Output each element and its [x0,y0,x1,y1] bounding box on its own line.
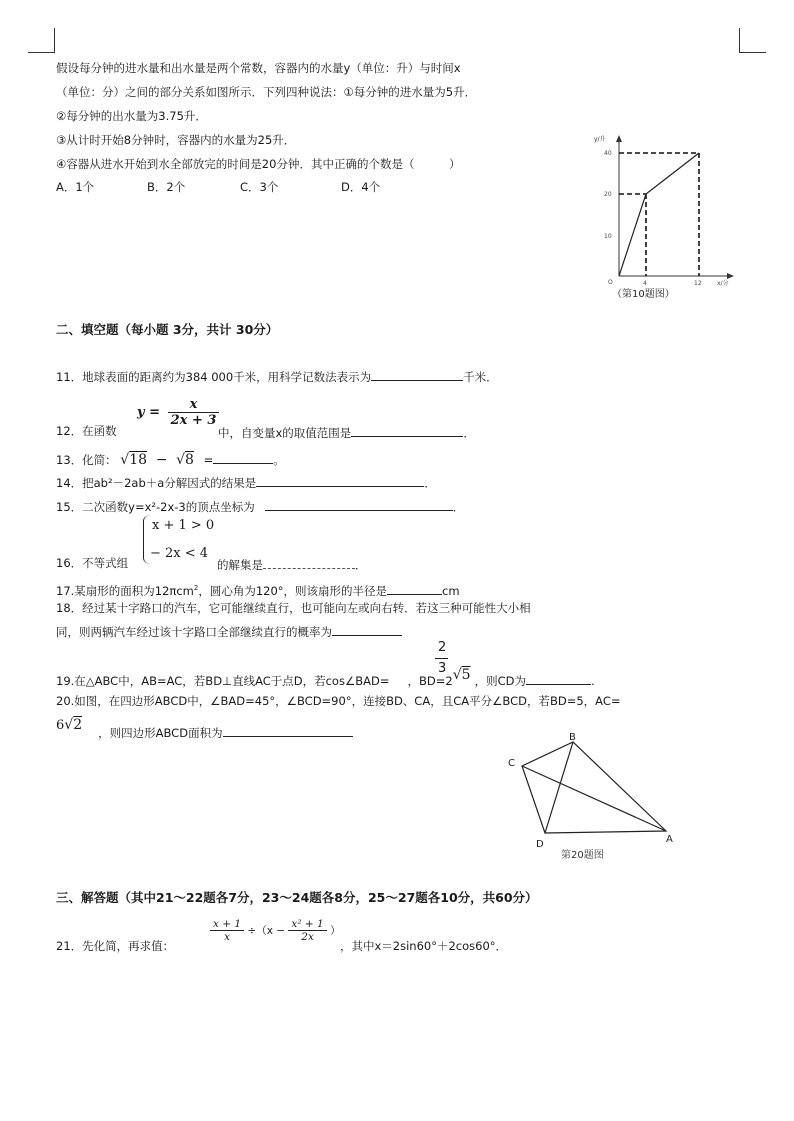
q20-coef: 6 [56,718,65,733]
q19-pre: 19.在△ABC中，AB=AC，若BD⊥直线AC于点D，若cos∠BAD= [56,674,390,688]
q19-post: ，则CD为 [474,674,526,688]
q21-frac2-den: 2x [301,931,314,943]
q21-frac2-num: x² + 1 [288,918,326,931]
q10-option-b: B．2个 [147,180,186,194]
crop-mark-left-vertical [54,28,55,52]
q18-line2: 同，则两辆汽车经过该十字路口全部继续直行的概率为 [56,623,402,639]
q10-line5: ④容器从进水开始到水全部放完的时间是20分钟．其中正确的个数是（ ） [56,157,461,171]
q10-graph-caption: （第10题图） [612,289,675,300]
q10-graph-y-tick-40: 40 [604,150,612,157]
q10-graph-y-tick-10: 10 [604,233,612,240]
q19-radical: √5 [452,667,471,683]
q17-mid: ，圆心角为120°，则该扇形的半径是 [198,583,388,598]
q21-div: ÷（x − [247,925,286,937]
q20-label-c: C [508,758,515,769]
q17-sup: 2 [193,584,199,592]
q20-figure [500,730,680,865]
q18-answer-blank[interactable] [332,623,402,636]
q19-mid: ，BD=2 [407,674,453,688]
q12-frac-den: 2x + 3 [170,413,217,428]
q10-option-d: D．4个 [341,180,381,194]
q12-y-label: y = [137,405,160,420]
q13-pre: 13．化简： [56,453,117,467]
q20-label-b: B [569,732,576,743]
q15: 15．二次函数y=x²-2x-3的顶点坐标为 ． [56,500,465,514]
q21-pre: 21．先化简，再求值： [56,939,175,953]
q20-post: ，则四边形ABCD面积为 [98,726,223,740]
q11-tail: 千米． [463,370,498,384]
q16-ineq1: x + 1 > 0 [152,518,215,533]
q14-text: 14．把ab²－2ab＋a分解因式的结果是 [56,476,257,490]
q14: 14．把ab²－2ab＋a分解因式的结果是 ． [56,476,436,490]
q12-post: 中，自变量x的取值范围是 [218,426,352,440]
crop-mark-right-horizontal [739,52,766,53]
q10-line4: ③从计时开始8分钟时，容器内的水量为25升． [56,133,296,147]
q16-ineq2: − 2x < 4 [150,546,209,561]
q21-frac1-num: x + 1 [210,918,244,931]
q18-line1: 18．经过某十字路口的汽车，它可能继续直行，也可能向左或向右转．若这三种可能性大小相 [56,601,531,615]
q12-frac-num: x [168,397,220,413]
q16-post-line: 的解集是 ． [217,558,367,572]
q16-post: 的解集是 [217,558,263,572]
q11-text: 11．地球表面的距离约为384 000千米，用科学记数法表示为 [56,370,372,384]
q13-post: 。 [273,453,285,467]
q19: 19.在△ABC中，AB=AC，若BD⊥直线AC于点D，若cos∠BAD= ，BD=2√5 ，则CD为 . [56,667,595,688]
q13-minus: − [155,452,168,468]
q13-radical-18: √18 [120,452,148,468]
q21-frac2 [288,918,326,943]
q21-expression [210,918,341,943]
q20-label-d: D [536,839,544,850]
q10-line3: ②每分钟的出水量为3.75升． [56,109,207,123]
q21-frac1-den: x [224,931,230,943]
q10-option-c: C．3个 [240,180,279,194]
q13-answer-blank[interactable] [213,451,273,464]
q12-answer-blank[interactable] [351,424,463,437]
q11 [56,368,498,384]
q17-answer-blank[interactable] [387,582,442,595]
q20-radical: √2 [64,717,83,733]
q13 [56,451,285,467]
q12-pre: 12．在函数 [56,424,117,438]
q16-answer-blank[interactable] [263,556,355,569]
q11-answer-blank[interactable] [371,368,463,381]
q10-line2: （单位：分）之间的部分关系如图所示．下列四种说法：①每分钟的进水量为5升． [56,85,477,99]
q10-graph-y-tick-20: 20 [604,191,612,198]
q10-graph-x-tick-12: 12 [694,280,702,287]
q12-frac [168,397,220,428]
q20-label-a: A [666,834,673,845]
q10-graph-x-label: x/分 [717,280,729,287]
q13-equals: = [203,453,214,467]
q16-pre: 16．不等式组 [56,556,129,570]
crop-mark-right-vertical [739,28,740,52]
q21-post: ，其中x＝2sin60°＋2cos60°． [340,939,508,953]
q17-unit: cm [442,583,460,598]
section3-header: 三、解答题（其中21～22题各7分，23～24题各8分，25～27题各10分，共60分） [56,890,538,905]
q12-fraction [137,397,219,428]
q10-option-a: A．1个 [56,180,95,194]
q12-post-line: 中，自变量x的取值范围是 ． [218,426,475,440]
q21-close: ） [330,925,341,937]
q20-line1: 20.如图，在四边形ABCD中，∠BAD=45°，∠BCD=90°，连接BD、CA，且CA平分∠BCD，若BD=5，AC= [56,694,621,708]
q17 [56,581,460,598]
q10-graph-x-tick-4: 4 [643,280,647,287]
q10-graph-y-label: y/升 [594,136,606,143]
crop-mark-left-horizontal [28,52,55,53]
q20-answer-blank[interactable] [223,724,353,737]
q19-frac-bar [435,658,448,659]
q19-answer-blank[interactable] [526,672,591,685]
q10-graph [590,130,740,305]
q21-frac1 [210,918,244,943]
q15-answer-blank[interactable] [265,498,453,511]
q15-text: 15．二次函数y=x²-2x-3的顶点坐标为 [56,500,255,514]
q20-caption: 第20题图 [561,850,604,861]
q10-line1: 假设每分钟的进水量和出水量是两个常数，容器内的水量y（单位：升）与时间x [56,61,461,75]
section2-header: 二、填空题（每小题 3分，共计 30分） [56,322,279,337]
q17-text: 17.某扇形的面积为12πcm [56,583,194,598]
q10-graph-origin: O [608,279,613,286]
q20-line2 [56,717,353,741]
q14-answer-blank[interactable] [256,474,424,487]
q19-frac-num: 2 [438,640,447,655]
q13-radical-8: √8 [176,452,194,468]
q19-frac-den: 3 [438,661,447,676]
